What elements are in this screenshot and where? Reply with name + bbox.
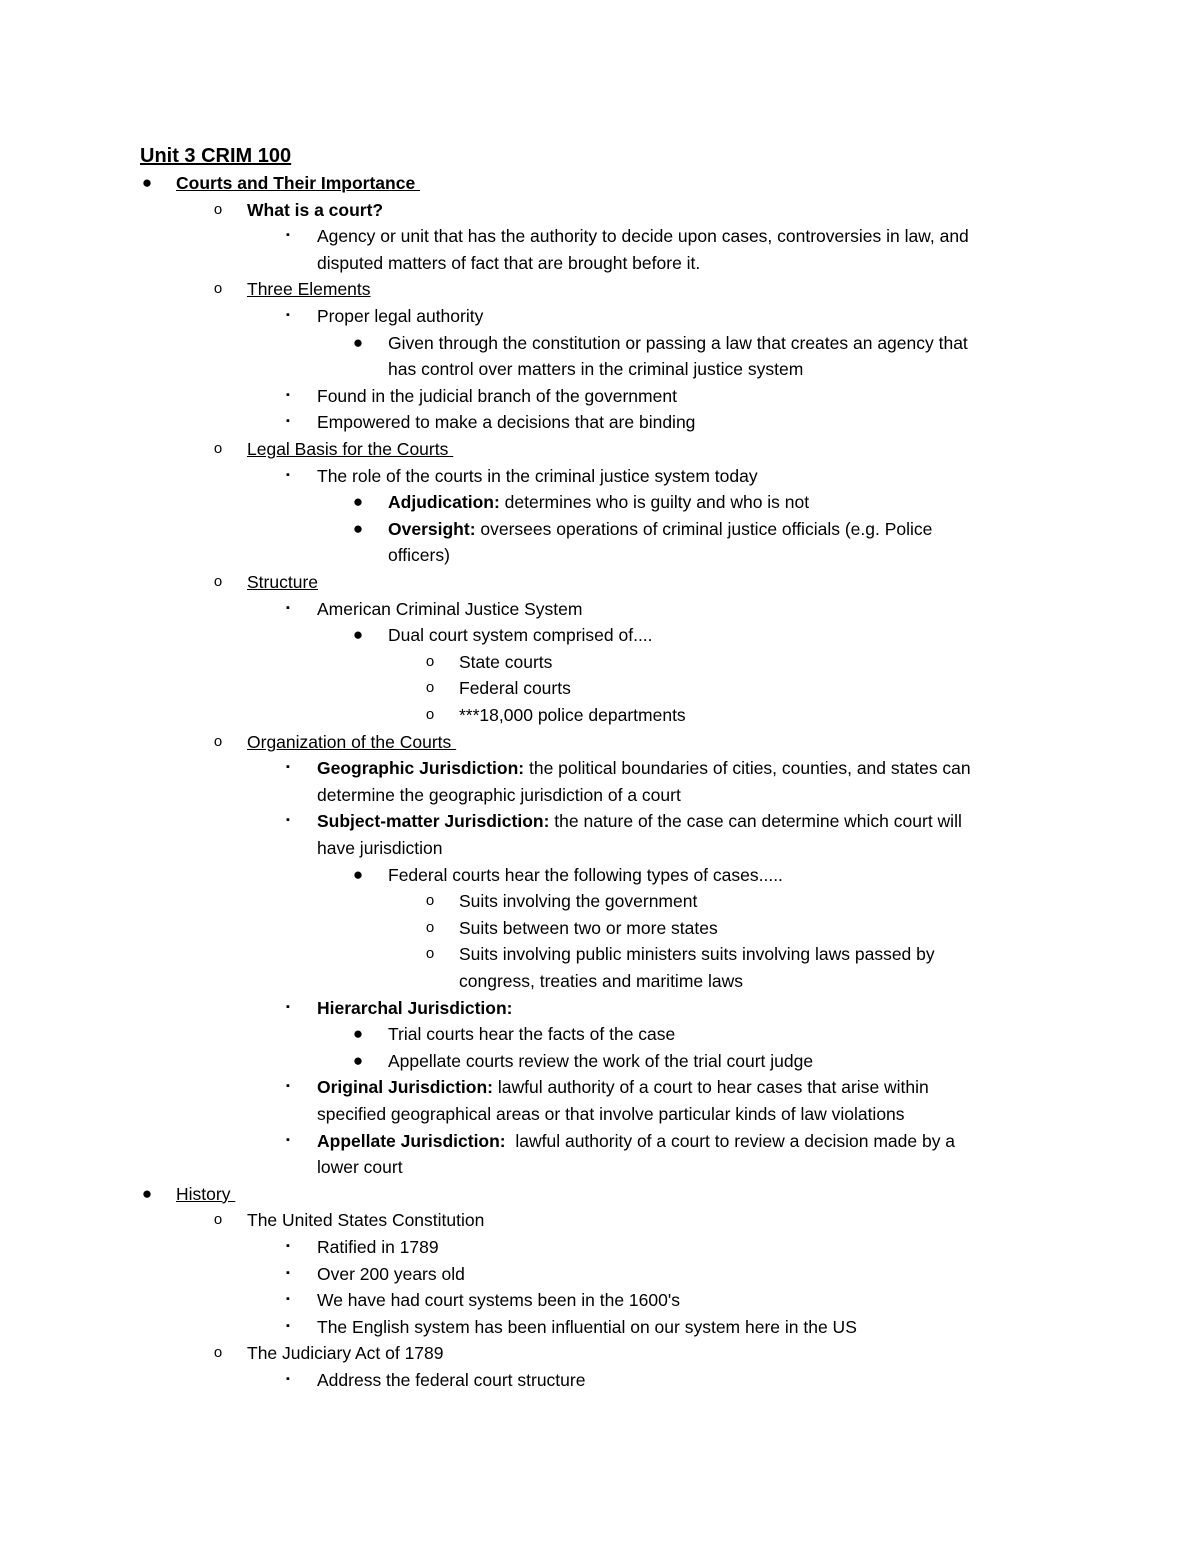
outline-text bbox=[317, 250, 700, 277]
square-bullet-icon: ▪ bbox=[286, 1000, 290, 1013]
outline-text bbox=[388, 1048, 813, 1075]
outline-line bbox=[0, 622, 1200, 649]
outline-line bbox=[0, 303, 1200, 330]
text-segment: American Criminal Justice System bbox=[317, 598, 583, 619]
text-segment: specified geographical areas or that involve particular kinds of law violations bbox=[317, 1104, 905, 1124]
outline-line bbox=[0, 1128, 1200, 1155]
square-bullet-icon: ▪ bbox=[286, 1266, 290, 1279]
text-segment: Adjudication: bbox=[388, 492, 500, 513]
outline-text bbox=[247, 569, 318, 596]
outline-text bbox=[176, 170, 420, 197]
outline-text bbox=[317, 1261, 465, 1288]
circle-bullet-icon: o bbox=[425, 892, 435, 910]
outline-line bbox=[0, 569, 1200, 596]
text-segment: has control over matters in the criminal justice system bbox=[388, 359, 804, 380]
square-bullet-icon: ▪ bbox=[286, 1293, 290, 1306]
outline-line bbox=[0, 1154, 1200, 1181]
square-bullet-icon: ▪ bbox=[286, 229, 290, 242]
outline-text bbox=[317, 1287, 680, 1314]
outline-text bbox=[388, 622, 653, 649]
outline-line bbox=[0, 356, 1200, 383]
text-segment: lower court bbox=[317, 1157, 403, 1178]
outline-text bbox=[388, 542, 450, 569]
outline-line bbox=[0, 250, 1200, 277]
text-segment: ***18,000 police departments bbox=[459, 705, 686, 725]
text-segment: Geographic Jurisdiction: bbox=[317, 758, 525, 779]
text-segment: disputed matters of fact that are brought before it. bbox=[317, 252, 701, 273]
text-segment: Courts and Their Importance bbox=[176, 173, 421, 193]
outline-text bbox=[317, 755, 971, 782]
outline-line bbox=[0, 330, 1200, 357]
square-bullet-icon: ▪ bbox=[286, 1080, 290, 1093]
outline-text bbox=[247, 276, 371, 303]
text-segment: Three Elements bbox=[247, 279, 371, 300]
text-segment: officers) bbox=[388, 545, 450, 566]
outline-line bbox=[0, 516, 1200, 543]
outline-line bbox=[0, 1367, 1200, 1394]
outline-text bbox=[176, 1181, 235, 1208]
circle-bullet-icon: o bbox=[213, 1344, 223, 1362]
outline-line bbox=[0, 1314, 1200, 1341]
outline-line bbox=[0, 915, 1200, 942]
outline-line bbox=[0, 675, 1200, 702]
text-segment: Appellate Jurisdiction: bbox=[317, 1130, 506, 1151]
text-segment: Found in the judicial branch of the government bbox=[317, 385, 677, 406]
outline-text bbox=[247, 436, 453, 463]
outline-text bbox=[317, 1314, 857, 1341]
outline-line bbox=[0, 1234, 1200, 1261]
outline-text bbox=[388, 330, 968, 357]
text-segment: Federal courts bbox=[459, 678, 571, 699]
text-segment: lawful authority of a court to hear cases that arise within bbox=[493, 1077, 929, 1098]
circle-bullet-icon: o bbox=[213, 440, 223, 457]
square-bullet-icon: ▪ bbox=[286, 1373, 290, 1385]
outline-text bbox=[388, 862, 783, 889]
text-segment: congress, treaties and maritime laws bbox=[459, 971, 743, 991]
outline-line bbox=[0, 1021, 1200, 1048]
circle-bullet-icon: o bbox=[213, 573, 223, 590]
outline-text bbox=[317, 409, 695, 436]
outline-line bbox=[0, 542, 1200, 569]
outline-text bbox=[317, 782, 681, 809]
text-segment: Address the federal court structure bbox=[317, 1370, 586, 1390]
outline-line bbox=[0, 276, 1200, 303]
square-bullet-icon: ▪ bbox=[286, 415, 290, 428]
outline-text bbox=[317, 808, 962, 835]
square-bullet-icon: ▪ bbox=[286, 601, 290, 614]
outline-line bbox=[0, 223, 1200, 250]
text-segment: Organization of the Courts bbox=[247, 731, 457, 752]
outline-line bbox=[0, 1287, 1200, 1314]
text-segment: lawful authority of a court to review a decision made by a bbox=[505, 1130, 956, 1151]
text-segment: Given through the constitution or passing a law that creates an agency that bbox=[388, 332, 968, 353]
square-bullet-icon: ▪ bbox=[286, 388, 290, 401]
document-title: Unit 3 CRIM 100 bbox=[140, 145, 292, 167]
text-segment: Trial courts hear the facts of the case bbox=[388, 1024, 676, 1045]
outline-line bbox=[0, 729, 1200, 756]
text-segment: Ratified in 1789 bbox=[317, 1237, 439, 1257]
text-segment: oversees operations of criminal justice officials (e.g. Police bbox=[475, 518, 933, 539]
outline-line bbox=[0, 995, 1200, 1022]
outline-text bbox=[317, 383, 677, 410]
outline-text bbox=[317, 835, 442, 862]
dot-bullet-icon: ● bbox=[352, 518, 364, 538]
circle-bullet-icon: o bbox=[213, 1211, 223, 1229]
outline-text bbox=[317, 1128, 955, 1155]
outline-line bbox=[0, 835, 1200, 862]
circle-bullet-icon: o bbox=[425, 918, 435, 936]
outline-text bbox=[317, 303, 483, 330]
outline-text bbox=[317, 1367, 585, 1394]
text-segment: Suits involving the government bbox=[459, 891, 698, 912]
text-segment: Legal Basis for the Courts bbox=[247, 439, 454, 459]
text-segment: State courts bbox=[459, 651, 553, 672]
outline-line bbox=[0, 197, 1200, 224]
square-bullet-icon: ▪ bbox=[286, 1319, 290, 1332]
outline-text bbox=[459, 968, 743, 995]
text-segment: Appellate courts review the work of the trial court judge bbox=[388, 1050, 814, 1071]
outline-line bbox=[0, 782, 1200, 809]
outline-text bbox=[459, 941, 935, 968]
dot-bullet-icon: ● bbox=[352, 625, 364, 645]
outline-text bbox=[317, 1154, 403, 1181]
outline-line bbox=[0, 1074, 1200, 1101]
text-segment: have jurisdiction bbox=[317, 838, 443, 858]
outline-line bbox=[0, 436, 1200, 463]
outline-text bbox=[247, 729, 456, 756]
circle-bullet-icon: o bbox=[425, 679, 435, 697]
text-segment: Suits involving public ministers suits involving laws passed by bbox=[459, 944, 935, 965]
dot-bullet-icon: ● bbox=[352, 332, 364, 352]
outline-text bbox=[459, 702, 686, 729]
text-segment: We have had court systems been in the 1600's bbox=[317, 1290, 680, 1311]
outline-line bbox=[0, 1340, 1200, 1367]
outline-text bbox=[459, 915, 718, 942]
outline-line bbox=[0, 1181, 1200, 1208]
outline-text bbox=[459, 675, 571, 702]
dot-bullet-icon: ● bbox=[352, 864, 364, 884]
text-segment: Proper legal authority bbox=[317, 306, 484, 326]
text-segment: Empowered to make a decisions that are binding bbox=[317, 412, 696, 433]
text-segment: Original Jurisdiction: bbox=[317, 1077, 493, 1098]
outline-line bbox=[0, 862, 1200, 889]
text-segment: The Judiciary Act of 1789 bbox=[247, 1343, 444, 1364]
dot-bullet-icon: ● bbox=[352, 492, 364, 512]
outline-line bbox=[0, 463, 1200, 490]
outline-text bbox=[317, 223, 969, 250]
dot-bullet-icon: ● bbox=[352, 1050, 364, 1070]
square-bullet-icon: ▪ bbox=[286, 1133, 290, 1146]
circle-bullet-icon: o bbox=[425, 945, 435, 963]
outline-line bbox=[0, 1048, 1200, 1075]
outline-line bbox=[0, 649, 1200, 676]
outline-line bbox=[0, 1261, 1200, 1288]
dot-bullet-icon: ● bbox=[352, 1024, 364, 1044]
outline-line bbox=[0, 489, 1200, 516]
text-segment: The United States Constitution bbox=[247, 1210, 485, 1231]
text-segment: Structure bbox=[247, 572, 318, 592]
square-bullet-icon: ▪ bbox=[286, 468, 290, 481]
outline-line bbox=[0, 941, 1200, 968]
circle-bullet-icon: o bbox=[425, 706, 435, 723]
text-segment: Suits between two or more states bbox=[459, 917, 718, 938]
text-segment: the nature of the case can determine which court will bbox=[549, 811, 962, 832]
outline-text bbox=[247, 1340, 444, 1367]
outline-line bbox=[0, 170, 1200, 197]
text-segment: Hierarchal Jurisdiction: bbox=[317, 997, 513, 1018]
text-segment: Agency or unit that has the authority to decide upon cases, controversies in law, and bbox=[317, 226, 969, 247]
text-segment: History bbox=[176, 1183, 236, 1204]
outline-text bbox=[317, 1101, 905, 1128]
outline-text bbox=[247, 1207, 484, 1234]
text-segment: determines who is guilty and who is not bbox=[499, 492, 810, 513]
outline-line bbox=[0, 808, 1200, 835]
outline-text bbox=[459, 649, 552, 676]
text-segment: determine the geographic jurisdiction of a court bbox=[317, 784, 681, 805]
text-segment: Oversight: bbox=[388, 518, 476, 539]
outline-text bbox=[317, 463, 758, 490]
text-segment: What is a court? bbox=[247, 199, 384, 220]
circle-bullet-icon: o bbox=[213, 732, 223, 750]
circle-bullet-icon: o bbox=[213, 200, 223, 218]
square-bullet-icon: ▪ bbox=[286, 1240, 290, 1252]
outline-text bbox=[317, 596, 582, 623]
outline-text bbox=[317, 1234, 439, 1261]
outline-text bbox=[247, 197, 383, 224]
outline-text bbox=[317, 995, 512, 1022]
outline-line bbox=[0, 409, 1200, 436]
square-bullet-icon: ▪ bbox=[286, 309, 290, 321]
outline-line bbox=[0, 968, 1200, 995]
outline-line bbox=[0, 1101, 1200, 1128]
outline-text bbox=[459, 888, 697, 915]
dot-bullet-icon: ● bbox=[141, 173, 153, 192]
text-segment: Federal courts hear the following types of cases..... bbox=[388, 864, 783, 885]
text-segment: The role of the courts in the criminal justice system today bbox=[317, 465, 758, 486]
outline-line bbox=[0, 1207, 1200, 1234]
outline-text bbox=[388, 1021, 675, 1048]
circle-bullet-icon: o bbox=[425, 652, 435, 670]
outline-line bbox=[0, 755, 1200, 782]
square-bullet-icon: ▪ bbox=[286, 814, 290, 827]
outline-line bbox=[0, 596, 1200, 623]
outline-text bbox=[388, 356, 803, 383]
outline-line bbox=[0, 383, 1200, 410]
outline-text bbox=[388, 516, 932, 543]
outline-line bbox=[0, 888, 1200, 915]
outline-line bbox=[0, 702, 1200, 729]
text-segment: Dual court system comprised of.... bbox=[388, 625, 653, 646]
circle-bullet-icon: o bbox=[213, 280, 223, 298]
text-segment: Subject-matter Jurisdiction: bbox=[317, 811, 550, 832]
text-segment: The English system has been influential on our system here in the US bbox=[317, 1316, 857, 1337]
outline-text bbox=[317, 1074, 929, 1101]
square-bullet-icon: ▪ bbox=[286, 761, 290, 774]
text-segment: Over 200 years old bbox=[317, 1263, 465, 1284]
outline-text bbox=[388, 489, 809, 516]
dot-bullet-icon: ● bbox=[141, 1183, 153, 1203]
text-segment: the political boundaries of cities, counties, and states can bbox=[524, 758, 971, 779]
